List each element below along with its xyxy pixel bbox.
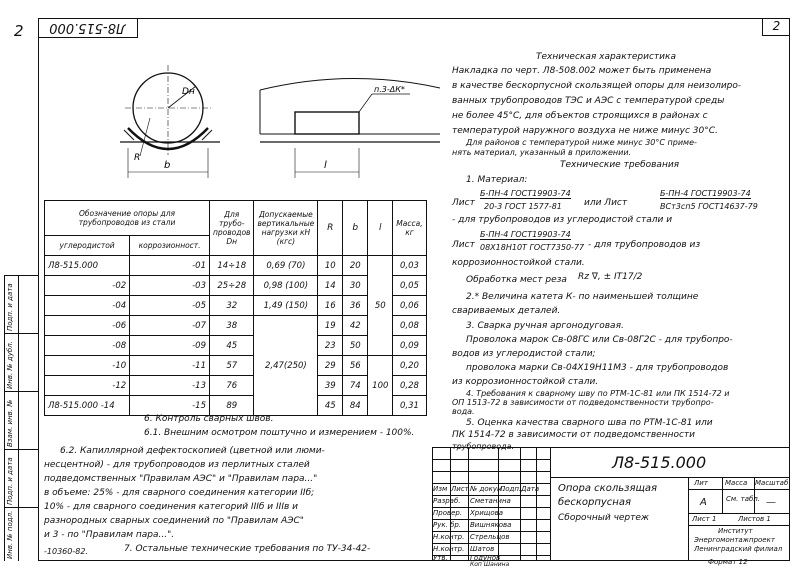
tb-org3: Ленинградский филиал [694,545,783,553]
cell-load: 1,49 (150) [254,296,318,316]
cell-b: 74 [343,376,368,396]
strip-label: Инв. № дубл. [6,341,14,389]
tb-lit-h: Лит [694,479,708,487]
item3: 3. Сварка ручная аргонодуговая. [466,321,624,331]
item5a: 5. Оценка качества сварного шва по РТМ-1С-81 или [466,418,713,428]
title-block [432,447,790,561]
wire2: водов из углеродистой стали; [452,349,596,359]
material2-bottom: ВСт3сп5 ГОСТ14637-79 [660,202,758,211]
note-6-2d: в объеме: 25% - для сварного соединения категории IIб; [44,488,315,498]
cell-dn: 57 [210,356,254,376]
cell-load: 0,98 (100) [254,276,318,296]
cell-r: 10 [318,256,343,276]
weld-leader [359,94,372,112]
cell-carbon: Л8-515.000 [45,256,130,276]
cell-dn: 14÷18 [210,256,254,276]
tb-lit-val: А [700,497,707,508]
spec-line: не более 45°С, для объектов строящихся в районах с [452,111,708,121]
sheet-number: 2 [772,19,781,33]
dim-r: R [134,153,141,163]
or-list-word: или Лист [584,198,628,208]
cell-b: 20 [343,256,368,276]
cell-b: 50 [343,336,368,356]
signer: Стрельцов [470,533,510,541]
role: Н.контр. [433,545,465,553]
cell-stainless: -07 [130,316,210,336]
header-r: R [318,201,343,256]
spec-line: Для районов с температурой ниже минус 30°С приме- [466,138,697,147]
cell-b: 42 [343,316,368,336]
cell-carbon: Л8-515.000 -14 [45,396,130,416]
spec-title: Техническая характеристика [536,52,676,62]
cell-stainless: -09 [130,336,210,356]
signer: Хрищова [470,509,504,517]
cell-mass: 0,09 [393,336,426,356]
cell-carbon: -06 [45,316,130,336]
col-list: Лист [451,485,469,493]
cell-mass: 0,05 [393,276,426,296]
col-sign: Подп. [500,485,522,493]
cell-r: 14 [318,276,343,296]
cell-r: 23 [318,336,343,356]
spec-line: в качестве бескорпусной скользящей опоры для неизолиро- [452,81,742,91]
cell-r: 39 [318,376,343,396]
material3-tail: - для трубопроводов из [588,240,701,250]
dim-dn: Dн [182,87,195,97]
signer: Сметанина [470,497,511,505]
note-7: 7. Остальные технические требования по ТУ-34-42- [124,544,371,554]
note-6-2a: 6.2. Капиллярной дефектоскопией (цветной или люми- [60,446,325,456]
wire4: из коррозионностойкой стали. [452,377,599,387]
plate-rect [295,112,359,134]
cell-load: 2,47(250) [254,316,318,416]
format-label: Формат 12 [708,558,748,566]
cell-b: 30 [343,276,368,296]
list-word-3: Лист [452,240,475,250]
mirrored-designation: Л8-515.000 [49,20,126,35]
role: Н.контр. [433,533,465,541]
cell-stainless: -15 [130,396,210,416]
tb-mass-h: Масса [725,479,748,487]
roughness-text: Обработка мест реза [466,275,567,285]
tb-name3: Сборочный чертеж [558,513,650,523]
material-carbon-note: - для трубопроводов из углеродистой стали и [452,215,673,225]
left-stamp-strip [4,275,38,561]
cell-stainless: -03 [130,276,210,296]
cell-stainless: -01 [130,256,210,276]
cell-carbon: -02 [45,276,130,296]
tb-scale-h: Масштаб [755,479,789,487]
list-word: Лист [452,198,475,208]
strip-label: Подп. и дата [6,457,14,505]
tb-name1: Опора скользящая [558,483,658,494]
cell-b: 56 [343,356,368,376]
material1-bottom: 20-3 ГОСТ 1577-81 [484,202,562,211]
spec-line: ванных трубопроводов ТЭС и АЭС с температурой среды [452,96,725,106]
cell-mass: 0,03 [393,256,426,276]
cell-dn: 38 [210,316,254,336]
material2-top: Б-ПН-4 ГОСТ19903-74 [660,189,751,198]
dim-l: l [324,160,327,171]
tb-name2: бескорпусная [558,497,631,508]
mirrored-designation-box [38,18,138,38]
requirements-title: Технические требования [560,160,680,170]
strip-label: Взам. инв. № [6,399,14,447]
cell-mass: 0,08 [393,316,426,336]
cell-dn: 45 [210,336,254,356]
header-carbon: углеродистой [45,236,130,256]
spec-line: Накладка по черт. Л8-508.002 может быть применена [452,66,712,76]
sheet-number-box [762,18,790,36]
signer: Вишнякова [470,521,512,529]
tb-org1: Институт [718,527,753,535]
tb-sheet: Лист 1 [692,515,717,523]
item2b: свариваемых деталей. [452,306,561,316]
spec-line: температурой наружного воздуха не ниже минус 30°С. [452,126,718,136]
header-designation: Обозначение опоры для трубопроводов из стали [45,201,210,236]
cell-load: 0,69 (70) [254,256,318,276]
item5b: ПК 1514-72 в зависимости от подведомственности [452,430,696,440]
cell-carbon: -10 [45,356,130,376]
material3-top: Б-ПН-4 ГОСТ19903-74 [480,230,571,239]
col-izm: Изм [433,485,448,493]
material1-top: Б-ПН-4 ГОСТ19903-74 [480,189,571,198]
strip-label: Инв. № подл. [6,510,14,559]
header-stainless: коррозионност. [130,236,210,256]
copied-by: Коп Шанина [470,561,510,568]
header-b: b [343,201,368,256]
note-7b: -10360-82. [44,547,88,556]
dim-b: b [164,160,171,171]
signer: Годунов [470,554,501,562]
tb-mass-val: См. табл. [726,495,761,503]
header-load: Допускаемые вертикальные нагрузки кН (кгс) [254,201,318,256]
cell-mass: 0,20 [393,356,426,376]
table-row [45,256,427,276]
wire1: Проволока марок Св-08ГС или Св-08Г2С - для трубопро- [466,335,733,345]
note-6-2e: 10% - для сварного соединения категорий IIIб и IIIв и [44,502,298,512]
strip-label: Подп. и дата [6,283,14,331]
cell-stainless: -05 [130,296,210,316]
item4c: вода. [452,407,475,416]
cell-b: 84 [343,396,368,416]
cell-b: 36 [343,296,368,316]
tb-designation: Л8-515.000 [612,453,707,472]
pipe-top-edge [260,78,440,90]
cell-mass: 0,31 [393,396,426,416]
material3-tail2: коррозионностойкой стали. [452,258,585,268]
signer: Шатов [470,545,495,553]
note-6-2b: несцентной) - для трубопроводов из перлитных сталей [44,460,310,470]
cell-dn: 89 [210,396,254,416]
cell-r: 45 [318,396,343,416]
note-6-1: 6.1. Внешним осмотром поштучно и измерением - 100%. [144,428,415,438]
note-6-2f: разнородных сварных соединений по "Правилам АЭС" [44,516,304,526]
cell-dn: 76 [210,376,254,396]
cell-mass: 0,06 [393,296,426,316]
header-mass: Масса, кг [393,201,426,256]
roughness-value: Rz ∇, ± IT17/2 [578,272,643,282]
role: Утв. [433,554,448,562]
cell-stainless: -11 [130,356,210,376]
cell-stainless: -13 [130,376,210,396]
cell-r: 29 [318,356,343,376]
col-doc: № докум. [470,485,505,493]
note-6-2c: подведомственных "Правилам АЭС" и "Правилам пара..." [44,474,318,484]
support-drawing [110,60,440,190]
material-heading: 1. Материал: [466,175,528,185]
tb-sheets: Листов 1 [738,515,771,523]
cell-r: 16 [318,296,343,316]
material3-bottom: 08Х18Н10Т ГОСТ7350-77 [480,243,585,252]
weld-note: п.3-ΔК* [374,85,405,94]
cell-l: 100 [368,356,393,416]
role: Разраб. [433,497,461,505]
tb-scale-val: — [766,497,776,508]
tb-org2: Энергомонтажпроект [694,536,775,544]
cell-carbon: -08 [45,336,130,356]
cell-mass: 0,28 [393,376,426,396]
cell-l: 50 [368,256,393,356]
cell-dn: 25÷28 [210,276,254,296]
sheet-number-corner: 2 [14,22,24,40]
role: Провер. [433,509,463,517]
header-l: l [368,201,393,256]
item4a: 4. Требования к сварному шву по РТМ-1С-81 или ПК 1514-72 и [466,389,730,398]
cell-carbon: -04 [45,296,130,316]
spec-line: нять материал, указанный в приложении. [452,148,632,157]
table-row [45,356,427,376]
header-pipe: Для трубо-проводов Dн [210,201,254,256]
wire3: проволока марки Св-04Х19Н11М3 - для трубопроводов [466,363,729,373]
cell-r: 19 [318,316,343,336]
col-date: Дата [521,485,540,493]
item4b: ОП 1513-72 в зависимости от подведомственности трубопро- [452,398,714,407]
cell-carbon: -12 [45,376,130,396]
role: Рук. бр. [433,521,462,529]
support-table [44,200,427,416]
note-6: 6. Контроль сварных швов. [144,414,274,424]
item2a: 2.* Величина катета К- по наименьшей толщине [466,292,699,302]
note-6-2g: и 3 - по "Правилам пара...". [44,530,175,540]
cell-dn: 32 [210,296,254,316]
